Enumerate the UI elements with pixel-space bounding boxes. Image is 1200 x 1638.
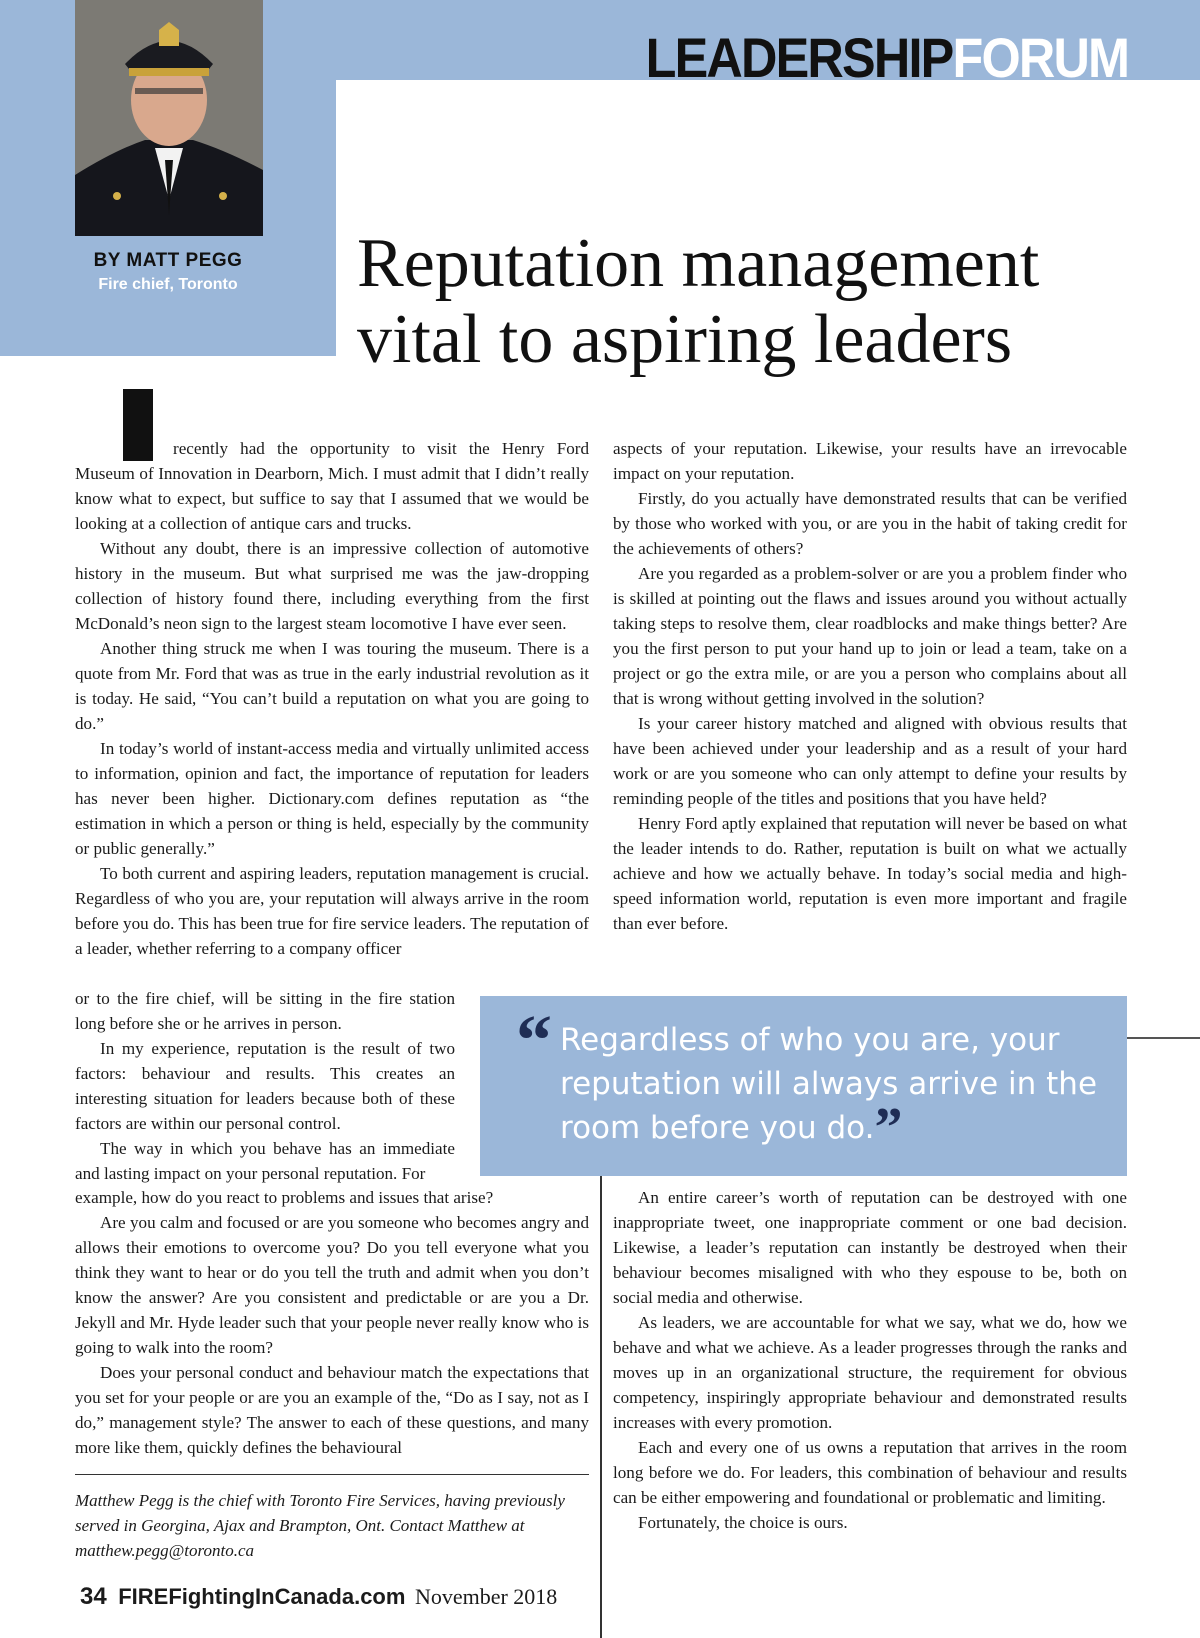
author-role: Fire chief, Toronto — [98, 276, 238, 293]
header-forum: FORUM — [952, 26, 1128, 89]
paragraph: Are you regarded as a problem-solver or are you a problem finder who is skilled at pointing out the flaws and issues around you without actually taking steps to resolve them, clear roadblocks and make things better? Are you the first person to put your hand up to join or lead a team, take on a project or go the extra mile, or are you a person who complains about all that is wrong without getting involved in the solution? — [613, 564, 1127, 708]
page-footer — [80, 1583, 557, 1611]
paragraph: Each and every one of us owns a reputation that arrives in the room long before we do. For leaders, this combination of behaviour and results can be either empowering and foundational or problematic and limiting. — [613, 1438, 1127, 1507]
paragraph: In today’s world of instant-access media and virtually unlimited access to information, opinion and fact, the importance of reputation for leaders has never been higher. Dictionary.com defines reputation as “the estimation in which a person or thing is held, especially by the community or public generally.” — [75, 739, 589, 858]
close-quote-mark: ” — [874, 1097, 903, 1159]
paragraph: recently had the opportunity to visit the Henry Ford Museum of Innovation in Dearborn, Mich. I must admit that I didn’t really know what to expect, but suffice to say that I assumed that we would be looking at a collection of antique cars and trucks. — [75, 439, 589, 533]
site-link[interactable]: FIREFightingInCanada.com — [118, 1584, 406, 1609]
column-right-bottom — [613, 1185, 1127, 1535]
column-divider — [600, 1176, 602, 1638]
title-line-1: Reputation management — [357, 225, 1040, 302]
paragraph: or to the fire chief, will be sitting in the fire station long before she or he arrives in person. — [75, 989, 455, 1033]
page-number: 34 — [80, 1583, 107, 1610]
column-left-middle — [75, 986, 455, 1186]
title-line-2: vital to aspiring leaders — [357, 301, 1013, 378]
paragraph: In my experience, reputation is the result of two factors: behaviour and results. This creates an interesting situation for leaders because both of these factors are within our personal control. — [75, 1039, 455, 1133]
header-leadership: LEADERSHIP — [645, 26, 953, 89]
paragraph: Another thing struck me when I was touring the museum. There is a quote from Mr. Ford that was as true in the early industrial revolution as it is today. He said, “You can’t build a reputation on what you are going to do.” — [75, 639, 589, 733]
issue-date: November 2018 — [414, 1584, 558, 1609]
paragraph: Without any doubt, there is an impressive collection of automotive history in the museum. But what surprised me was the jaw-dropping collection of history found there, including everything from the first McDonald’s neon sign to the largest steam locomotive I have ever seen. — [75, 539, 589, 633]
author-bio: Matthew Pegg is the chief with Toronto Fire Services, having previously served in Georgina, Ajax and Brampton, Ont. Contact Matthew at matthew.pegg@toronto.ca — [75, 1491, 565, 1560]
paragraph: Is your career history matched and aligned with obvious results that have been achieved under your leadership and as a result of your hard work or are you someone who can only attempt to define your results by reminding people of the titles and positions that you have held? — [613, 714, 1127, 808]
column-left-bottom — [75, 1185, 589, 1460]
paragraph: An entire career’s worth of reputation can be destroyed with one inappropriate tweet, one inappropriate comment or one bad decision. Likewise, a leader’s reputation can instantly be destroyed when their behaviour becomes misaligned with who they espouse to be, both on social media and otherwise. — [613, 1188, 1127, 1307]
paragraph: The way in which you behave has an immediate and lasting impact on your personal reputation. For — [75, 1139, 455, 1183]
paragraph: Firstly, do you actually have demonstrated results that can be verified by those who worked with you, or are you in the habit of taking credit for the achievements of others? — [613, 489, 1127, 558]
paragraph: To both current and aspiring leaders, reputation management is crucial. Regardless of who you are, your reputation will always arrive in the room before you do. This has been true for fire service leaders. The reputation of a leader, whether referring to a company officer — [75, 864, 589, 958]
author-photo — [75, 0, 263, 236]
column-right-top — [613, 436, 1127, 936]
paragraph: aspects of your reputation. Likewise, your results have an irrevocable impact on your reputation. — [613, 439, 1127, 483]
bio-divider — [75, 1474, 589, 1475]
open-quote-mark: “ — [516, 1000, 552, 1080]
article-title — [357, 226, 1177, 378]
paragraph: Henry Ford aptly explained that reputation will never be based on what the leader intends to do. Rather, reputation is built on what we actually achieve and how we actually behave. In today’s social media and high-speed information world, reputation is even more important and fragile than ever before. — [613, 814, 1127, 933]
pull-quote — [480, 996, 1127, 1176]
byline — [0, 250, 336, 294]
paragraph: Fortunately, the choice is ours. — [638, 1513, 848, 1532]
pull-quote-text-wrap — [560, 1018, 1100, 1159]
column-left-top — [75, 436, 589, 961]
author-name: BY MATT PEGG — [93, 250, 243, 271]
paragraph: Are you calm and focused or are you someone who becomes angry and allows their emotions to overcome you? Do you tell everyone what you think they want to hear or do you tell the truth and admit when you don’t know the answer? Are you consistent and predictable or are you a Dr. Jekyll and Mr. Hyde leader such that your people never really know who is going to walk into the room? — [75, 1213, 589, 1357]
paragraph: Does your personal conduct and behaviour match the expectations that you set for your people or are you an example of the, “Do as I say, not as I do,” management style? The answer to each of these questions, and many more like them, quickly defines the behavioural — [75, 1363, 589, 1457]
paragraph: example, how do you react to problems and issues that arise? — [75, 1188, 494, 1207]
pull-quote-rule — [1127, 1037, 1200, 1039]
pull-quote-text: Regardless of who you are, your reputation will always arrive in the room before you do. — [560, 1022, 1098, 1146]
section-header — [645, 26, 1128, 89]
paragraph: As leaders, we are accountable for what we say, what we do, how we behave and what we achieve. As a leader progresses through the ranks and moves up in an organizational structure, the requirement for obvious competency, inspiringly appropriate behaviour and demonstrated results increases with every promotion. — [613, 1313, 1127, 1432]
drop-cap — [123, 389, 153, 461]
